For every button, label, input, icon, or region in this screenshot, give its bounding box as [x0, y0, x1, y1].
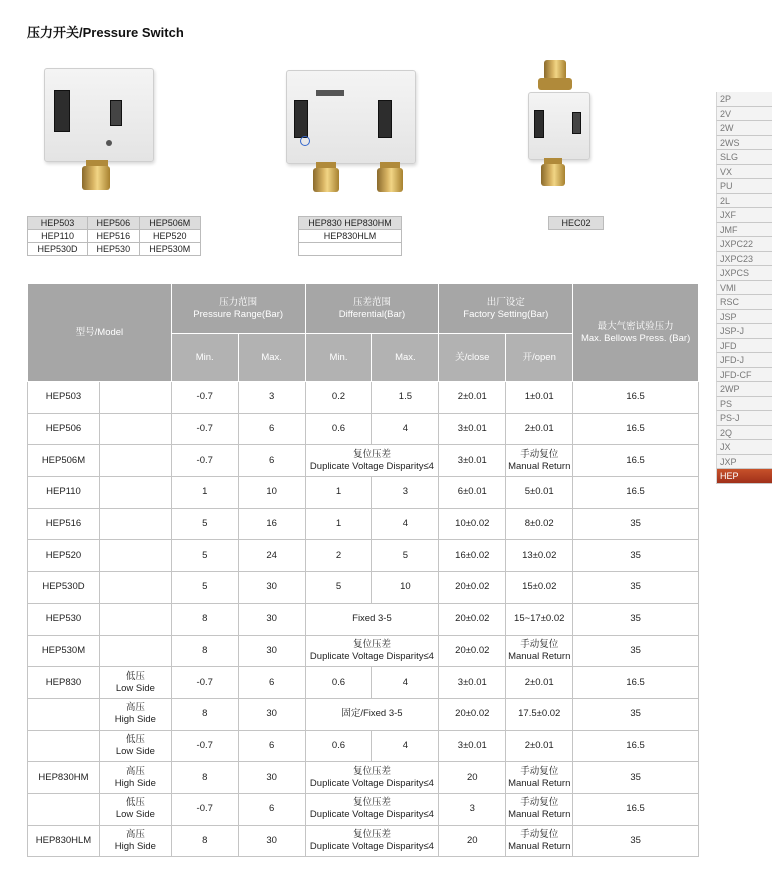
- sidebar-item-2p[interactable]: 2P: [716, 92, 772, 107]
- cell-pressure-max: 30: [238, 825, 305, 857]
- model-cell: HEP530D: [28, 243, 88, 256]
- cell-differential-max: 10: [372, 572, 439, 604]
- cell-model: HEP530: [28, 603, 100, 635]
- sidebar-item-jx[interactable]: JX: [716, 440, 772, 455]
- table-row: [28, 825, 699, 857]
- header-pressure-range: 压力范围 Pressure Range(Bar): [171, 284, 305, 334]
- cell-open: 手动复位 Manual Return: [506, 825, 573, 857]
- cell-side: [99, 382, 171, 414]
- cell-differential: 复位压差 Duplicate Voltage Disparity≤4: [305, 793, 439, 825]
- sidebar-item-slg[interactable]: SLG: [716, 150, 772, 165]
- sidebar-item-ps-j[interactable]: PS-J: [716, 411, 772, 426]
- product-1-models: [27, 216, 201, 256]
- sidebar-item-jfd-cf[interactable]: JFD-CF: [716, 368, 772, 383]
- cell-differential-min: 0.6: [305, 667, 372, 699]
- table-row: [28, 445, 699, 477]
- sidebar-item-2l[interactable]: 2L: [716, 194, 772, 209]
- sidebar-item-jxpc23[interactable]: JXPC23: [716, 252, 772, 267]
- cell-pressure-min: -0.7: [171, 730, 238, 762]
- cell-pressure-min: -0.7: [171, 667, 238, 699]
- sidebar-item-jsp[interactable]: JSP: [716, 310, 772, 325]
- cell-differential-max: 3: [372, 477, 439, 509]
- cell-side: 高压 High Side: [99, 698, 171, 730]
- sidebar-item-jxp[interactable]: JXP: [716, 455, 772, 470]
- cell-close: 3±0.01: [439, 730, 506, 762]
- cell-open: 13±0.02: [506, 540, 573, 572]
- cell-differential: 复位压差 Duplicate Voltage Disparity≤4: [305, 635, 439, 667]
- cell-open: 手动复位 Manual Return: [506, 445, 573, 477]
- cell-pressure-min: 8: [171, 825, 238, 857]
- cell-model: HEP530D: [28, 572, 100, 604]
- cell-pressure-min: 8: [171, 762, 238, 794]
- cell-bellows: 16.5: [573, 730, 699, 762]
- sidebar-item-rsc[interactable]: RSC: [716, 295, 772, 310]
- cell-close: 20±0.02: [439, 572, 506, 604]
- cell-pressure-max: 6: [238, 793, 305, 825]
- cell-bellows: 16.5: [573, 793, 699, 825]
- header-min: Min.: [305, 334, 372, 382]
- model-cell: HEP506: [88, 217, 139, 230]
- cell-pressure-min: 8: [171, 635, 238, 667]
- product-2-models: [298, 216, 402, 256]
- cell-side: 高压 High Side: [99, 825, 171, 857]
- cell-differential-min: 1: [305, 477, 372, 509]
- cell-differential-min: 5: [305, 572, 372, 604]
- header-bellows-press: 最大气密试验压力 Max. Bellows Press. (Bar): [573, 284, 699, 382]
- header-max: Max.: [372, 334, 439, 382]
- table-row: [28, 382, 699, 414]
- cell-pressure-max: 24: [238, 540, 305, 572]
- cell-open: 15~17±0.02: [506, 603, 573, 635]
- table-row: [28, 667, 699, 699]
- cell-side: [99, 445, 171, 477]
- table-row: [28, 635, 699, 667]
- cell-pressure-min: 5: [171, 540, 238, 572]
- cell-close: 3: [439, 793, 506, 825]
- product-image-single-switch: [36, 60, 166, 200]
- model-cell: HEP530: [88, 243, 139, 256]
- sidebar-item-2v[interactable]: 2V: [716, 107, 772, 122]
- cell-differential: 复位压差 Duplicate Voltage Disparity≤4: [305, 445, 439, 477]
- sidebar-item-jsp-j[interactable]: JSP-J: [716, 324, 772, 339]
- cell-differential-min: 0.2: [305, 382, 372, 414]
- cell-pressure-min: 5: [171, 508, 238, 540]
- category-sidebar: [716, 92, 772, 484]
- header-model: 型号/Model: [28, 284, 172, 382]
- cell-bellows: 16.5: [573, 667, 699, 699]
- cell-pressure-min: -0.7: [171, 445, 238, 477]
- cell-close: 3±0.01: [439, 667, 506, 699]
- cell-close: 20: [439, 825, 506, 857]
- cell-side: 高压 High Side: [99, 762, 171, 794]
- cell-bellows: 35: [573, 698, 699, 730]
- cell-pressure-max: 6: [238, 413, 305, 445]
- model-cell: [299, 243, 402, 256]
- sidebar-item-vx[interactable]: VX: [716, 165, 772, 180]
- cell-side: [99, 635, 171, 667]
- cell-pressure-max: 30: [238, 603, 305, 635]
- cell-pressure-min: 5: [171, 572, 238, 604]
- table-row: [28, 730, 699, 762]
- cell-side: [99, 477, 171, 509]
- cell-bellows: 35: [573, 540, 699, 572]
- cell-model: HEP830HM: [28, 762, 100, 794]
- cell-bellows: 16.5: [573, 477, 699, 509]
- cell-pressure-min: 1: [171, 477, 238, 509]
- header-close: 关/close: [439, 334, 506, 382]
- cell-differential-max: 1.5: [372, 382, 439, 414]
- cell-bellows: 16.5: [573, 445, 699, 477]
- cell-close: 6±0.01: [439, 477, 506, 509]
- cell-close: 10±0.02: [439, 508, 506, 540]
- cell-open: 17.5±0.02: [506, 698, 573, 730]
- cell-side: [99, 603, 171, 635]
- model-cell: HEP830 HEP830HM: [299, 217, 402, 230]
- cell-pressure-max: 30: [238, 762, 305, 794]
- cell-model: HEP506: [28, 413, 100, 445]
- page-title: 压力开关/Pressure Switch: [27, 25, 184, 40]
- header-min: Min.: [171, 334, 238, 382]
- cell-differential: 复位压差 Duplicate Voltage Disparity≤4: [305, 825, 439, 857]
- cell-differential-max: 4: [372, 413, 439, 445]
- cell-bellows: 35: [573, 635, 699, 667]
- cell-model: HEP503: [28, 382, 100, 414]
- model-cell: HEP516: [88, 230, 139, 243]
- cell-open: 1±0.01: [506, 382, 573, 414]
- cell-model: HEP110: [28, 477, 100, 509]
- cell-close: 3±0.01: [439, 413, 506, 445]
- cell-bellows: 35: [573, 825, 699, 857]
- cell-pressure-min: 8: [171, 603, 238, 635]
- cell-differential-min: 0.6: [305, 730, 372, 762]
- model-cell: HEP520: [139, 230, 200, 243]
- table-row: [28, 413, 699, 445]
- sidebar-item-jfd-j[interactable]: JFD-J: [716, 353, 772, 368]
- sidebar-item-vmi[interactable]: VMI: [716, 281, 772, 296]
- cell-bellows: 35: [573, 508, 699, 540]
- cell-pressure-min: -0.7: [171, 793, 238, 825]
- cell-model: HEP530M: [28, 635, 100, 667]
- cell-side: [99, 413, 171, 445]
- cell-pressure-max: 3: [238, 382, 305, 414]
- cell-pressure-max: 6: [238, 667, 305, 699]
- sidebar-item-jfd[interactable]: JFD: [716, 339, 772, 354]
- product-image-dual-switch: [280, 66, 420, 200]
- table-row: [28, 793, 699, 825]
- model-cell: HEC02: [549, 217, 604, 230]
- cell-close: 16±0.02: [439, 540, 506, 572]
- table-row: [28, 762, 699, 794]
- product-image-hec02: [520, 56, 610, 192]
- model-cell: HEP830HLM: [299, 230, 402, 243]
- cell-open: 手动复位 Manual Return: [506, 793, 573, 825]
- cell-pressure-max: 6: [238, 730, 305, 762]
- cell-pressure-min: 8: [171, 698, 238, 730]
- cell-differential-min: 2: [305, 540, 372, 572]
- cell-side: 低压 Low Side: [99, 667, 171, 699]
- sidebar-item-pu[interactable]: PU: [716, 179, 772, 194]
- cell-bellows: 35: [573, 572, 699, 604]
- header-factory-setting: 出厂设定 Factory Setting(Bar): [439, 284, 573, 334]
- sidebar-item-2ws[interactable]: 2WS: [716, 136, 772, 151]
- cell-close: 20: [439, 762, 506, 794]
- sidebar-item-2w[interactable]: 2W: [716, 121, 772, 136]
- header-max: Max.: [238, 334, 305, 382]
- model-cell: HEP503: [28, 217, 88, 230]
- cell-open: 手动复位 Manual Return: [506, 635, 573, 667]
- cell-pressure-min: -0.7: [171, 382, 238, 414]
- cell-differential: Fixed 3-5: [305, 603, 439, 635]
- cell-model: HEP506M: [28, 445, 100, 477]
- cell-side: [99, 540, 171, 572]
- cell-differential-max: 4: [372, 508, 439, 540]
- sidebar-item-jmf[interactable]: JMF: [716, 223, 772, 238]
- sidebar-item-2wp[interactable]: 2WP: [716, 382, 772, 397]
- cell-differential-max: 4: [372, 667, 439, 699]
- cell-open: 15±0.02: [506, 572, 573, 604]
- cell-close: 20±0.02: [439, 603, 506, 635]
- table-row: [28, 477, 699, 509]
- cell-model: [28, 698, 100, 730]
- cell-model: HEP516: [28, 508, 100, 540]
- spec-table: [27, 283, 699, 857]
- cell-open: 2±0.01: [506, 667, 573, 699]
- sidebar-item-ps[interactable]: PS: [716, 397, 772, 412]
- cell-differential-min: 0.6: [305, 413, 372, 445]
- cell-pressure-max: 30: [238, 572, 305, 604]
- sidebar-item-hep[interactable]: HEP: [716, 469, 772, 484]
- cell-bellows: 35: [573, 762, 699, 794]
- cell-model: HEP520: [28, 540, 100, 572]
- cell-open: 手动复位 Manual Return: [506, 762, 573, 794]
- cell-side: [99, 508, 171, 540]
- model-cell: HEP506M: [139, 217, 200, 230]
- table-row: [28, 508, 699, 540]
- cell-close: 20±0.02: [439, 635, 506, 667]
- cell-bellows: 16.5: [573, 382, 699, 414]
- cell-side: [99, 572, 171, 604]
- cell-open: 2±0.01: [506, 413, 573, 445]
- cell-differential-max: 5: [372, 540, 439, 572]
- cell-differential: 复位压差 Duplicate Voltage Disparity≤4: [305, 762, 439, 794]
- model-cell: HEP530M: [139, 243, 200, 256]
- cell-bellows: 35: [573, 603, 699, 635]
- sidebar-item-jxf[interactable]: JXF: [716, 208, 772, 223]
- cell-bellows: 16.5: [573, 413, 699, 445]
- cell-side: 低压 Low Side: [99, 793, 171, 825]
- cell-close: 3±0.01: [439, 445, 506, 477]
- model-cell: HEP110: [28, 230, 88, 243]
- table-row: [28, 540, 699, 572]
- cell-pressure-max: 30: [238, 698, 305, 730]
- cell-close: 2±0.01: [439, 382, 506, 414]
- cell-model: HEP830: [28, 667, 100, 699]
- product-3-models: [548, 216, 604, 230]
- table-row: [28, 698, 699, 730]
- cell-pressure-max: 16: [238, 508, 305, 540]
- cell-differential-min: 1: [305, 508, 372, 540]
- cell-differential: 固定/Fixed 3-5: [305, 698, 439, 730]
- header-open: 开/open: [506, 334, 573, 382]
- sidebar-item-jxpc22[interactable]: JXPC22: [716, 237, 772, 252]
- cell-open: 2±0.01: [506, 730, 573, 762]
- table-row: [28, 572, 699, 604]
- cell-open: 8±0.02: [506, 508, 573, 540]
- sidebar-item-jxpcs[interactable]: JXPCS: [716, 266, 772, 281]
- cell-pressure-min: -0.7: [171, 413, 238, 445]
- cell-pressure-max: 10: [238, 477, 305, 509]
- cell-model: HEP830HLM: [28, 825, 100, 857]
- header-differential: 压差范围 Differential(Bar): [305, 284, 439, 334]
- cell-differential-max: 4: [372, 730, 439, 762]
- cell-model: [28, 730, 100, 762]
- cell-close: 20±0.02: [439, 698, 506, 730]
- cell-open: 5±0.01: [506, 477, 573, 509]
- cell-model: [28, 793, 100, 825]
- cell-side: 低压 Low Side: [99, 730, 171, 762]
- cell-pressure-max: 30: [238, 635, 305, 667]
- cell-pressure-max: 6: [238, 445, 305, 477]
- sidebar-item-2q[interactable]: 2Q: [716, 426, 772, 441]
- table-row: [28, 603, 699, 635]
